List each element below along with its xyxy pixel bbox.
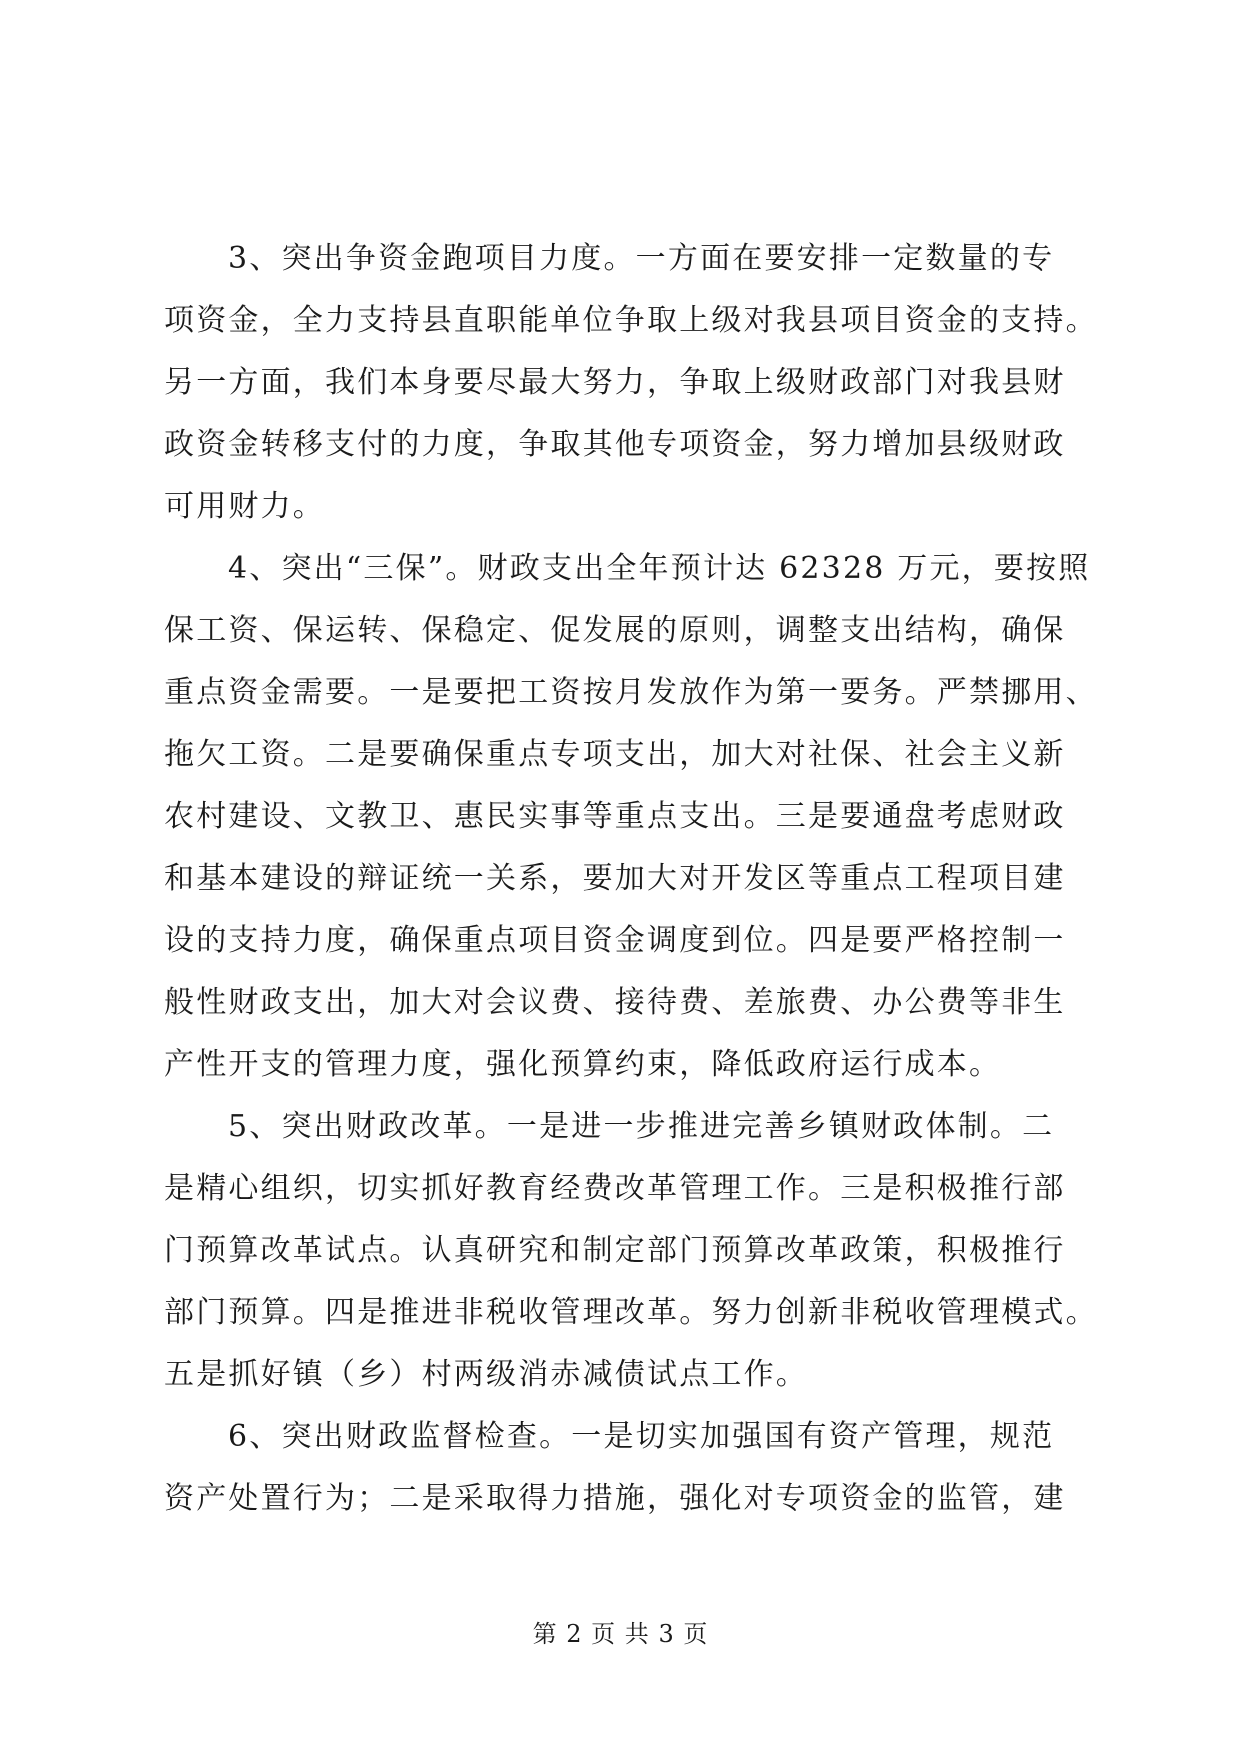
text-line: 6、突出财政监督检查。一是切实加强国有资产管理，规范 [228, 1419, 1055, 1454]
text-line: 产性开支的管理力度，强化预算约束，降低政府运行成本。 [164, 1047, 1002, 1082]
text-line: 可用财力。 [164, 489, 325, 524]
text-line: 是精心组织，切实抓好教育经费改革管理工作。三是积极推行部 [164, 1171, 1066, 1206]
paragraph [164, 1096, 1098, 1406]
text-line: 设的支持力度，确保重点项目资金调度到位。四是要严格控制一 [164, 923, 1066, 958]
text-line: 般性财政支出，加大对会议费、接待费、差旅费、办公费等非生 [164, 985, 1066, 1020]
text-line: 项资金，全力支持县直职能单位争取上级对我县项目资金的支持。 [164, 303, 1098, 338]
text-line: 部门预算。四是推进非税收管理改革。努力创新非税收管理模式。 [164, 1295, 1098, 1330]
paragraph [164, 228, 1098, 538]
page-footer [0, 1614, 1241, 1649]
text-line: 政资金转移支付的力度，争取其他专项资金，努力增加县级财政 [164, 427, 1066, 462]
text-line: 保工资、保运转、保稳定、促发展的原则，调整支出结构，确保 [164, 613, 1066, 648]
text-line: 资产处置行为；二是采取得力措施，强化对专项资金的监管，建 [164, 1481, 1066, 1516]
text-line: 五是抓好镇（乡）村两级消赤减债试点工作。 [164, 1357, 808, 1392]
paragraph [164, 1406, 1076, 1530]
text-line: 另一方面，我们本身要尽最大努力，争取上级财政部门对我县财 [164, 365, 1066, 400]
text-line: 4、突出“三保”。财政支出全年预计达 62328 万元，要按照 [228, 551, 1091, 586]
text-line: 门预算改革试点。认真研究和制定部门预算改革政策，积极推行 [164, 1233, 1066, 1268]
text-line: 3、突出争资金跑项目力度。一方面在要安排一定数量的专 [228, 241, 1055, 276]
text-line: 5、突出财政改革。一是进一步推进完善乡镇财政体制。二 [228, 1109, 1055, 1144]
text-line: 重点资金需要。一是要把工资按月发放作为第一要务。严禁挪用、 [164, 675, 1098, 710]
paragraph [164, 538, 1098, 1096]
text-line: 农村建设、文教卫、惠民实事等重点支出。三是要通盘考虑财政 [164, 799, 1066, 834]
text-line: 和基本建设的辩证统一关系，要加大对开发区等重点工程项目建 [164, 861, 1066, 896]
document-body [164, 228, 1098, 1530]
text-line: 拖欠工资。二是要确保重点专项支出，加大对社保、社会主义新 [164, 737, 1066, 772]
page-indicator: 第 2 页 共 3 页 [532, 1620, 709, 1648]
